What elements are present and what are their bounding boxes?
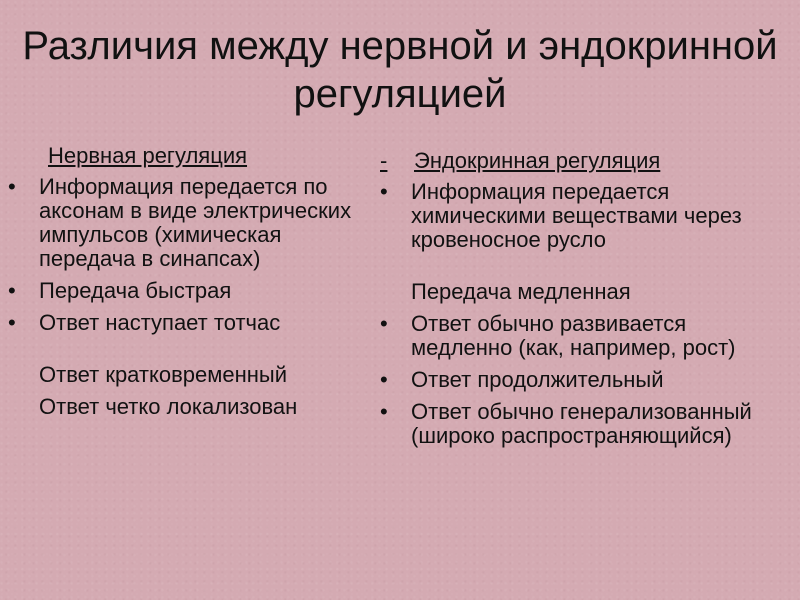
list-item <box>8 395 360 419</box>
header-dash: - <box>380 148 388 173</box>
list-item <box>8 363 360 387</box>
list-item <box>8 175 360 271</box>
bullet-icon: • <box>380 311 388 336</box>
nervous-regulation-header: Нервная регуляция <box>48 143 248 168</box>
list-item-text: Информация передается по аксонам в виде электрических импульсов (химическая передача в синапсах) <box>39 174 352 271</box>
list-item-text: Ответ четко локализован <box>39 394 298 419</box>
list-item-text: Ответ наступает тотчас <box>39 310 281 335</box>
slide-title: Различия между нервной и эндокринной регуляцией <box>22 24 778 116</box>
list-item <box>380 400 790 448</box>
endocrine-regulation-column <box>380 148 790 456</box>
list-item-text: Передача быстрая <box>39 278 232 303</box>
list-item <box>380 368 790 392</box>
bullet-icon: • <box>380 179 388 204</box>
list-item <box>8 311 360 335</box>
list-item-text: Передача медленная <box>411 279 631 304</box>
bullet-icon: • <box>380 399 388 424</box>
nervous-regulation-column <box>8 143 360 427</box>
endocrine-regulation-header: Эндокринная регуляция <box>414 148 661 173</box>
endocrine-regulation-list <box>380 180 790 448</box>
list-item <box>380 180 790 252</box>
list-item-text: Ответ обычно генерализованный (широко распространяющийся) <box>411 399 752 448</box>
list-item-text: Ответ продолжительный <box>411 367 664 392</box>
list-item <box>380 312 790 360</box>
list-item-text: Ответ обычно развивается медленно (как, например, рост) <box>411 311 736 360</box>
list-item <box>380 280 790 304</box>
list-item-text: Информация передается химическими веществами через кровеносное русло <box>411 179 742 252</box>
endocrine-regulation-header-row <box>380 148 790 174</box>
list-item-text: Ответ кратковременный <box>39 362 288 387</box>
bullet-icon: • <box>8 174 16 199</box>
bullet-icon: • <box>8 310 16 335</box>
bullet-icon: • <box>8 278 16 303</box>
bullet-icon: • <box>380 367 388 392</box>
nervous-regulation-list <box>8 175 360 419</box>
list-item <box>8 279 360 303</box>
